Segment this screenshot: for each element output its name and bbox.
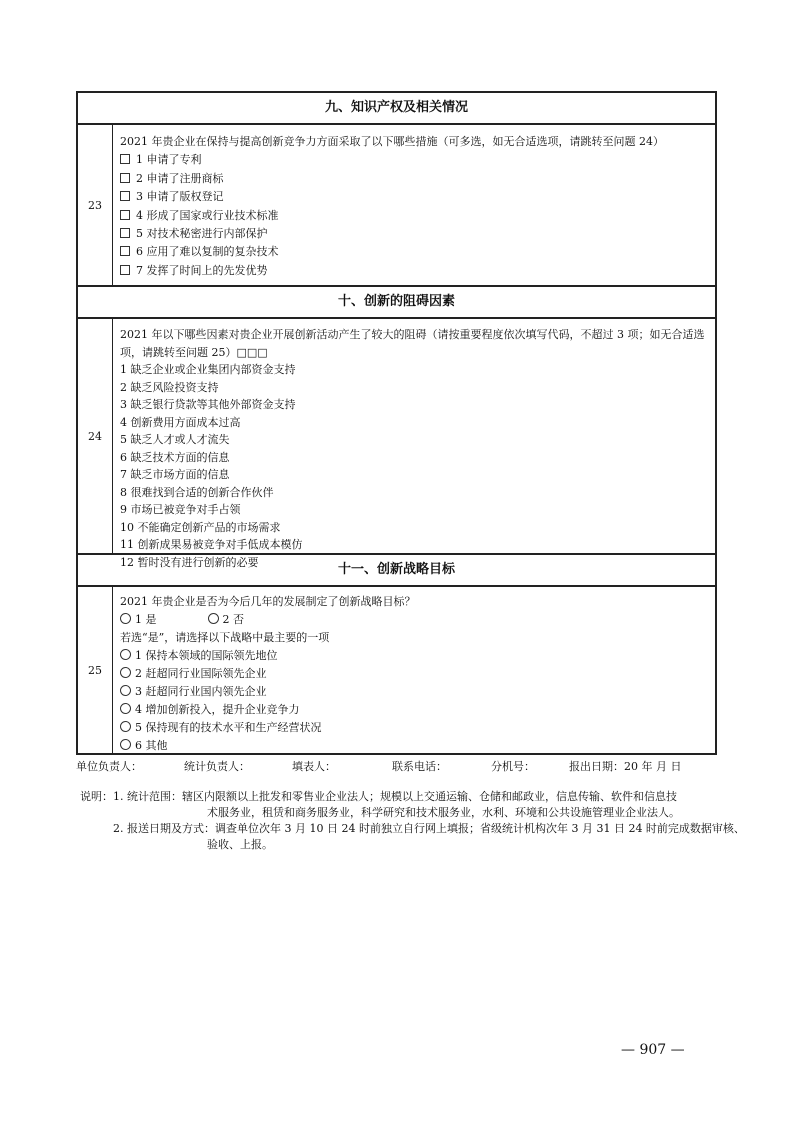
note-1-line-1: 1. 统计范围：辖区内限额以上批发和零售业企业法人；规模以上交通运输、仓储和邮政业，信息传输、软件和信息技 [113, 790, 677, 803]
option-label: 4 创新费用方面成本过高 [120, 415, 241, 429]
option-label: 1 保持本领域的国际领先地位 [135, 649, 278, 662]
option-item [120, 243, 709, 261]
follow-up-text: 若选“是”，请选择以下战略中最主要的一项 [120, 631, 330, 644]
option-label: 12 暂时没有进行创新的必要 [120, 555, 259, 569]
option-item [120, 188, 709, 206]
filler-label: 填表人： [292, 760, 336, 773]
option-label: 5 缺乏人才或人才流失 [120, 433, 230, 446]
option-item [120, 484, 709, 502]
option-item [120, 701, 709, 719]
option-label: 5 保持现有的技术水平和生产经营状况 [135, 721, 322, 734]
phone-label: 联系电话： [392, 760, 447, 773]
option-item [120, 683, 709, 701]
section-title: 十、创新的阻碍因素 [337, 294, 455, 309]
section-title: 九、知识产权及相关情况 [324, 100, 468, 115]
option-checkbox[interactable] [120, 210, 130, 220]
option-checkbox[interactable] [120, 265, 130, 275]
option-item [120, 396, 709, 414]
question-text: 2021 年贵企业在保持与提高创新竞争力方面采取了以下哪些措施（可多选，如无合适选项，请跳转至问题 24） [120, 135, 664, 148]
yes-label: 1 是 [135, 613, 157, 626]
yes-radio[interactable] [120, 613, 131, 624]
option-label: 7 发挥了时间上的先发优势 [136, 263, 268, 277]
option-item [120, 431, 709, 449]
option-item [120, 501, 709, 519]
option-label: 11 创新成果易被竞争对手低成本模仿 [120, 538, 303, 551]
question-content [120, 326, 709, 571]
option-label: 8 很难找到合适的创新合作伙伴 [120, 485, 274, 499]
note-2-line-2: 验收、上报。 [207, 838, 273, 851]
note-1-line-2: 术服务业，租赁和商务服务业，科学研究和技术服务业，水利、环境和公共设施管理业企业法人。 [207, 806, 680, 819]
section-header [78, 93, 715, 125]
question-text: 2021 年贵企业是否为今后几年的发展制定了创新战略目标？ [120, 595, 416, 608]
option-radio[interactable] [120, 739, 131, 750]
option-item [120, 737, 709, 755]
option-label: 2 缺乏风险投资支持 [120, 380, 219, 394]
option-item [120, 379, 709, 397]
no-label: 2 否 [222, 613, 244, 626]
option-item [120, 466, 709, 484]
section-header [78, 555, 715, 587]
question-number: 24 [78, 319, 113, 553]
option-item [120, 170, 709, 188]
option-item [120, 719, 709, 737]
notes-label: 说明： [80, 790, 113, 803]
option-label: 5 对技术秘密进行内部保护 [136, 227, 268, 241]
unit-head-label: 单位负责人： [76, 760, 142, 773]
option-label: 1 申请了专利 [136, 153, 202, 167]
option-item [120, 225, 709, 243]
option-label: 4 形成了国家或行业技术标准 [136, 208, 279, 222]
option-label: 2 赶超同行业国际领先企业 [135, 667, 267, 680]
option-item [120, 519, 709, 537]
option-checkbox[interactable] [120, 246, 130, 256]
option-label: 3 申请了版权登记 [136, 190, 224, 204]
option-radio[interactable] [120, 649, 131, 660]
option-radio[interactable] [120, 667, 131, 678]
option-label: 7 缺乏市场方面的信息 [120, 468, 230, 481]
section-header [78, 287, 715, 319]
option-checkbox[interactable] [120, 173, 130, 183]
option-item [120, 647, 709, 665]
question-row [78, 125, 715, 287]
no-radio[interactable] [208, 613, 219, 624]
option-radio[interactable] [120, 721, 131, 732]
option-item [120, 151, 709, 169]
question-content [120, 133, 709, 280]
option-checkbox[interactable] [120, 228, 130, 238]
option-label: 10 不能确定创新产品的市场需求 [120, 520, 281, 534]
option-radio[interactable] [120, 703, 131, 714]
option-item [120, 536, 709, 554]
question-row [78, 319, 715, 569]
extension-label: 分机号： [491, 760, 535, 773]
option-label: 6 其他 [135, 739, 168, 752]
option-label: 4 增加创新投入，提升企业竞争力 [135, 703, 300, 716]
question-content [120, 593, 709, 755]
option-item [120, 449, 709, 467]
option-item [120, 262, 709, 280]
option-item [120, 414, 709, 432]
option-label: 3 赶超同行业国内领先企业 [135, 685, 267, 698]
option-checkbox[interactable] [120, 154, 130, 164]
option-item [120, 665, 709, 683]
report-date-label: 报出日期：20 年 月 日 [569, 760, 682, 773]
question-number: 25 [78, 587, 113, 753]
question-number: 23 [78, 125, 113, 285]
page-number: — 907 — [621, 1042, 685, 1058]
survey-form [76, 91, 717, 755]
option-item [120, 361, 709, 379]
option-label: 3 缺乏银行贷款等其他外部资金支持 [120, 398, 296, 411]
option-label: 6 应用了难以复制的复杂技术 [136, 245, 279, 259]
question-row [78, 587, 715, 753]
option-label: 6 缺乏技术方面的信息 [120, 450, 230, 464]
option-label: 1 缺乏企业或企业集团内部资金支持 [120, 363, 296, 376]
question-text: 2021 年以下哪些因素对贵企业开展创新活动产生了较大的阻碍（请按重要程度依次填写代码，不超过 3 项；如无合适选项，请跳转至问题 25）□□□ [120, 328, 705, 359]
section-title: 十一、创新战略目标 [337, 562, 455, 577]
option-label: 2 申请了注册商标 [136, 171, 224, 185]
stat-head-label: 统计负责人： [184, 760, 250, 773]
option-item [120, 207, 709, 225]
note-2-line-1: 2. 报送日期及方式：调查单位次年 3 月 10 日 24 时前独立自行网上填报；省级统计机构次年 3 月 31 日 24 时前完成数据审核、 [113, 822, 745, 835]
option-label: 9 市场已被竞争对手占领 [120, 503, 241, 516]
yes-no-options [120, 611, 709, 629]
option-radio[interactable] [120, 685, 131, 696]
option-checkbox[interactable] [120, 191, 130, 201]
